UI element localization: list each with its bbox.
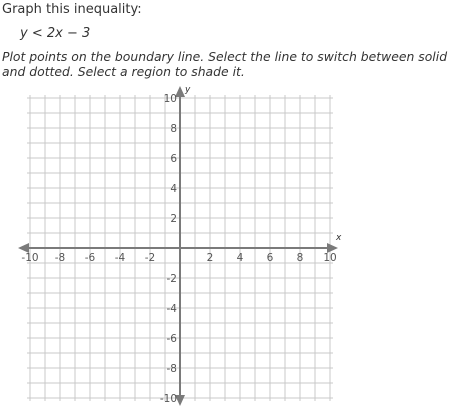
y-tick-label: -4 (166, 303, 177, 315)
y-tick-label: -2 (166, 273, 177, 285)
y-axis-label: y (185, 85, 191, 95)
y-tick-label: -10 (159, 393, 177, 405)
x-axis-label: x (336, 233, 342, 243)
x-tick-label: 6 (266, 252, 274, 264)
y-tick-label: 6 (170, 153, 177, 165)
y-tick-label: 8 (170, 123, 177, 135)
instructions-text: Plot points on the boundary line. Select the line to switch between solid and dotted. Select a region to shade it. (2, 49, 448, 79)
y-tick-label: -6 (166, 333, 177, 345)
x-tick-label: -6 (84, 252, 96, 264)
y-tick-label: -8 (166, 363, 177, 375)
axes (18, 85, 342, 406)
x-tick-label: 4 (236, 252, 244, 264)
inequality-expression: y < 2x − 3 (20, 26, 91, 41)
x-tick-label: -10 (21, 252, 39, 264)
y-tick-label: 4 (170, 183, 177, 195)
x-tick-label: -4 (114, 252, 126, 264)
question-prompt: Graph this inequality: (2, 2, 142, 17)
x-tick-label: -2 (144, 252, 156, 264)
x-tick-label: 2 (206, 252, 214, 264)
y-tick-label: 10 (163, 93, 177, 105)
y-tick-label: 2 (170, 213, 177, 225)
x-tick-label: 10 (323, 252, 337, 264)
x-tick-label: -8 (54, 252, 66, 264)
x-tick-label: 8 (296, 252, 304, 264)
